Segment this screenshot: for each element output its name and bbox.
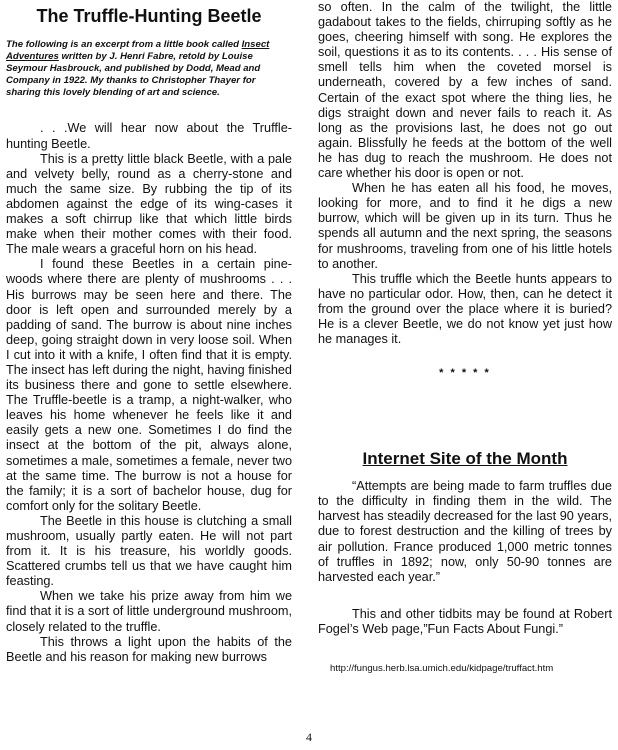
article-body-left	[6, 121, 292, 664]
paragraph: This is a pretty little black Beetle, with a pale and velvety belly, round as a cherry-stone and much the same size. By rubbing the tip of its abdomen against the edge of its wing-cases it makes a soft chirrup like that which little birds make when their mother comes with their food. The male wears a graceful horn on his head.	[6, 151, 292, 257]
source-paragraph: This and other tidbits may be found at Robert Fogel’s Web page,”Fun Facts About Fungi.”	[318, 606, 612, 636]
paragraph: I found these Beetles in a certain pine-woods where there are plenty of mushrooms . . . His burrows may be seen here and there. The door is left open and surrounded merely by a padding of sand. The burrow is about nine inches deep, going straight down in very loose soil. When I cut into it with a knife, I often find that it is empty. The insect has left during the night, having finished its business there and gone to settle elsewhere. The Truffle-beetle is a tramp, a night-walker, who leaves his home whenever he feels like it and easily gets a new one. Sometimes I do find the insect at the bottom of the pit, always alone, sometimes a male, sometimes a female, never two at the same time. The burrow is not a house for the family; it is a sort of bachelor house, dug for comfort only for the solitary Beetle.	[6, 257, 292, 513]
paragraph: This throws a light upon the habits of the Beetle and his reason for making new burrows	[6, 634, 292, 664]
website-url[interactable]: http://fungus.herb.lsa.umich.edu/kidpage/truffact.htm	[330, 663, 554, 674]
intro-text-end: written by J. Henri Fabre, retold by Louise Seymour Hasbrouck, and published by Dodd, Mead and Company in 1922. My thanks to Christopher Thayer for sharing this lovely blending of art and science.	[6, 51, 261, 99]
left-column	[6, 0, 292, 665]
section-separator: * * * * *	[439, 367, 491, 380]
article-title: The Truffle-Hunting Beetle	[36, 6, 262, 26]
paragraph: . . .We will hear now about the Truffle-hunting Beetle.	[6, 121, 292, 151]
intro-text-start: The following is an excerpt from a little book called	[6, 39, 242, 50]
quote-paragraph: “Attempts are being made to farm truffles due to the difficulty in finding them in the wild. The harvest has steadily decreased for the last 90 years, due to forest destruction and the killing of trees by air pollution. France produced 1,000 metric tonnes of truffles in 1892; now, only 50-90 tonnes are harvested each year.”	[318, 479, 612, 584]
article-body-right	[318, 0, 612, 347]
website-body	[318, 479, 612, 637]
paragraph: When he has eaten all his food, he moves, looking for more, and to find it he digs a new burrow, which will be given up in its turn. Thus he spends all autumn and the next spring, the seasons for mushrooms, traveling from one of his little hotels to another.	[318, 181, 612, 271]
paragraph: so often. In the calm of the twilight, the little gadabout takes to the fields, chirruping softly as he goes, cheering himself with song. He explores the soil, questions it as to its contents. . . . His sense of smell tells him when the coveted morsel is underneath, covered by a few inches of sand. Certain of the exact spot where the thing lies, he digs straight down and never fails to reach it. As long as the provisions last, he does not go out again. Blissfully he feeds at the bottom of the well he has dug to reach the mushroom. He does not care whether his door is open or not.	[318, 0, 612, 181]
paragraph: The Beetle in this house is clutching a small mushroom, usually partly eaten. He will not part from it. It is his treasure, his worldly goods. Scattered crumbs tell us that we have caught him feasting.	[6, 513, 292, 589]
paragraph: When we take his prize away from him we find that it is a sort of little underground mushroom, closely related to the truffle.	[6, 589, 292, 634]
book-title: Insect Adventures	[6, 39, 270, 63]
paragraph: This truffle which the Beetle hunts appears to have no particular odor. How, then, can he detect it from the ground over the place where it is buried? He is a clever Beetle, we do not know yet just how he manages it.	[318, 271, 612, 347]
website-section-title: Internet Site of the Month	[362, 449, 568, 469]
article-intro	[6, 39, 292, 99]
page-number: 4	[306, 730, 312, 744]
right-column	[318, 0, 612, 674]
